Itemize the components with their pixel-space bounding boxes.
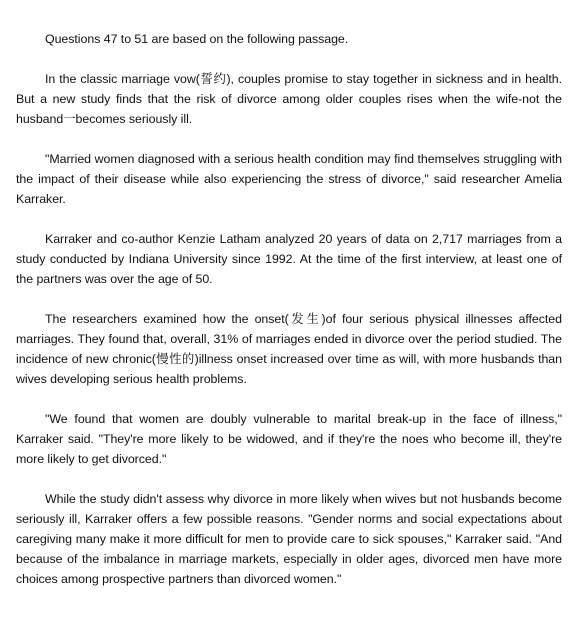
passage-document [16,29,562,609]
passage-paragraph-5: "We found that women are doubly vulnerable to marital break-up in the face of illness," Karraker said. "They're more likely to be widowed, and if they're the noes who become ill, they're more likely to get divorced." [16,412,562,466]
passage-paragraph-3: Karraker and co-author Kenzie Latham analyzed 20 years of data on 2,717 marriages from a study conducted by Indiana University since 1992. At the time of the first interview, at least one of the partners was over the age of 50. [16,232,562,286]
passage-paragraph-4: The researchers examined how the onset(发生)of four serious physical illnesses affected marriages. They found that, overall, 31% of marriages ended in divorce over the period studied. The incidence of new chronic(慢性的)illness onset increased over time as will, with more husbands than wives developing serious health problems. [16,312,562,386]
passage-paragraph-2: "Married women diagnosed with a serious health condition may find themselves struggling with the impact of their disease while also experiencing the stress of divorce," said researcher Amelia Karraker. [16,152,562,206]
passage-paragraph-1: In the classic marriage vow(誓约), couples promise to stay together in sickness and in health. But a new study finds that the risk of divorce among older couples rises when the wife-not the husband一becomes seriously ill. [16,72,562,126]
passage-intro: Questions 47 to 51 are based on the following passage. [45,32,349,46]
passage-paragraph-6: While the study didn't assess why divorce in more likely when wives but not husbands become seriously ill, Karraker offers a few possible reasons. "Gender norms and social expectations about caregiving many make it more difficult for men to provide care to sick spouses," Karraker said. "And because of the imbalance in marriage markets, especially in older ages, divorced men have more choices among prospective partners than divorced women." [16,492,562,586]
